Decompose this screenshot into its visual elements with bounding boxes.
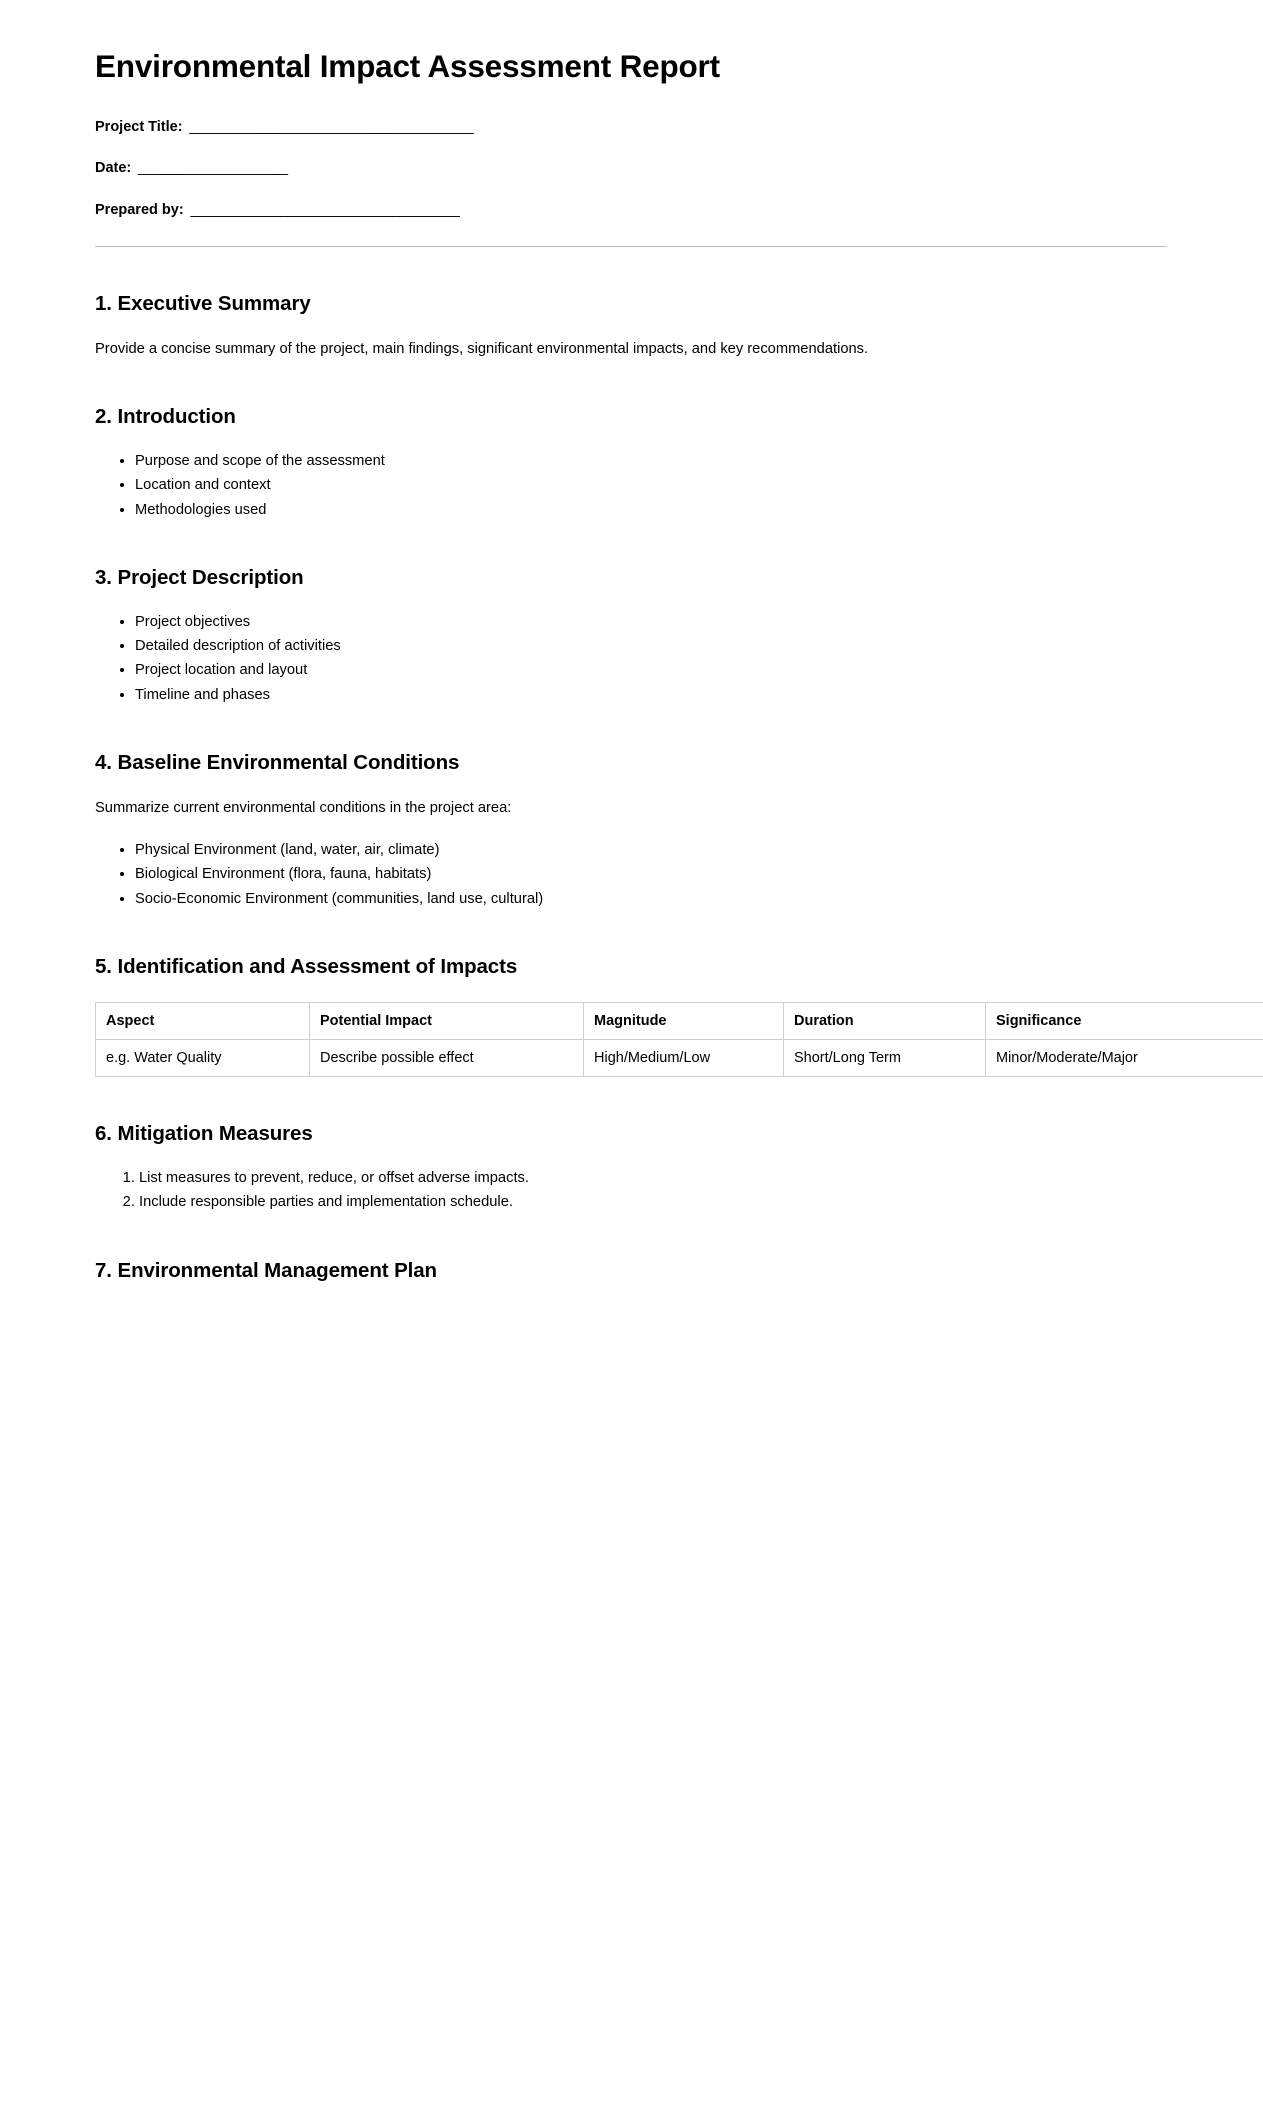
section-heading-environmental-management-plan: 7. Environmental Management Plan <box>95 1258 437 1282</box>
table-row <box>96 1039 1263 1076</box>
field-project-title-label: Project Title: <box>95 118 183 135</box>
column-header-magnitude: Magnitude <box>584 1002 784 1039</box>
section-list-mitigation-measures <box>95 1167 1166 1214</box>
section-heading-project-description: 3. Project Description <box>95 566 304 590</box>
field-project-title-blank[interactable]: ______________________________________ <box>182 118 474 135</box>
column-header-significance: Significance <box>986 1002 1263 1039</box>
field-date <box>95 159 1166 179</box>
section-paragraph-executive-summary: Provide a concise summary of the project, main findings, significant environmental impacts, and key recommendations. <box>95 341 869 358</box>
list-item: • Purpose and scope of the assessment <box>135 450 1166 472</box>
list-item: • Physical Environment (land, water, air, climate) <box>135 839 1166 861</box>
impacts-table <box>95 1002 1263 1078</box>
table-head <box>96 1002 1263 1039</box>
list-item: • Project location and layout <box>135 659 1166 681</box>
section-list-project-description <box>95 611 1166 706</box>
header-divider <box>95 246 1167 247</box>
page-title: Environmental Impact Assessment Report <box>95 48 720 84</box>
field-prepared-by-label: Prepared by: <box>95 201 184 218</box>
list-item: 2. Include responsible parties and implementation schedule. <box>139 1191 1166 1213</box>
cell-duration: Short/Long Term <box>784 1039 986 1076</box>
table-body <box>96 1039 1263 1076</box>
list-item: 1. List measures to prevent, reduce, or offset adverse impacts. <box>139 1167 1166 1189</box>
list-item: • Methodologies used <box>135 499 1166 521</box>
section-heading-executive-summary: 1. Executive Summary <box>95 292 311 316</box>
section-list-introduction <box>95 450 1166 521</box>
field-prepared-by <box>95 201 1166 221</box>
section-heading-mitigation-measures: 6. Mitigation Measures <box>95 1122 313 1146</box>
list-item: • Location and context <box>135 474 1166 496</box>
field-date-blank[interactable]: ____________________ <box>131 160 288 177</box>
column-header-duration: Duration <box>784 1002 986 1039</box>
field-project-title <box>95 118 1166 138</box>
section-heading-baseline-conditions: 4. Baseline Environmental Conditions <box>95 751 460 775</box>
field-date-label: Date: <box>95 160 132 177</box>
list-item: • Timeline and phases <box>135 684 1166 706</box>
section-list-baseline-conditions <box>95 839 1166 910</box>
field-prepared-by-blank[interactable]: ____________________________________ <box>183 201 460 218</box>
section-paragraph-baseline-conditions: Summarize current environmental conditions in the project area: <box>95 799 512 816</box>
cell-significance: Minor/Moderate/Major <box>986 1039 1263 1076</box>
page-trailing-space <box>95 1283 1166 2043</box>
column-header-potential-impact: Potential Impact <box>310 1002 584 1039</box>
section-heading-impacts: 5. Identification and Assessment of Impacts <box>95 955 518 979</box>
list-item: • Project objectives <box>135 611 1166 633</box>
cell-aspect: e.g. Water Quality <box>96 1039 310 1076</box>
column-header-aspect: Aspect <box>96 1002 310 1039</box>
cell-magnitude: High/Medium/Low <box>584 1039 784 1076</box>
section-heading-introduction: 2. Introduction <box>95 405 236 429</box>
cell-potential-impact: Describe possible effect <box>310 1039 584 1076</box>
list-item: • Biological Environment (flora, fauna, habitats) <box>135 863 1166 885</box>
list-item: • Socio-Economic Environment (communities, land use, cultural) <box>135 888 1166 910</box>
table-header-row <box>96 1002 1263 1039</box>
list-item: • Detailed description of activities <box>135 635 1166 657</box>
